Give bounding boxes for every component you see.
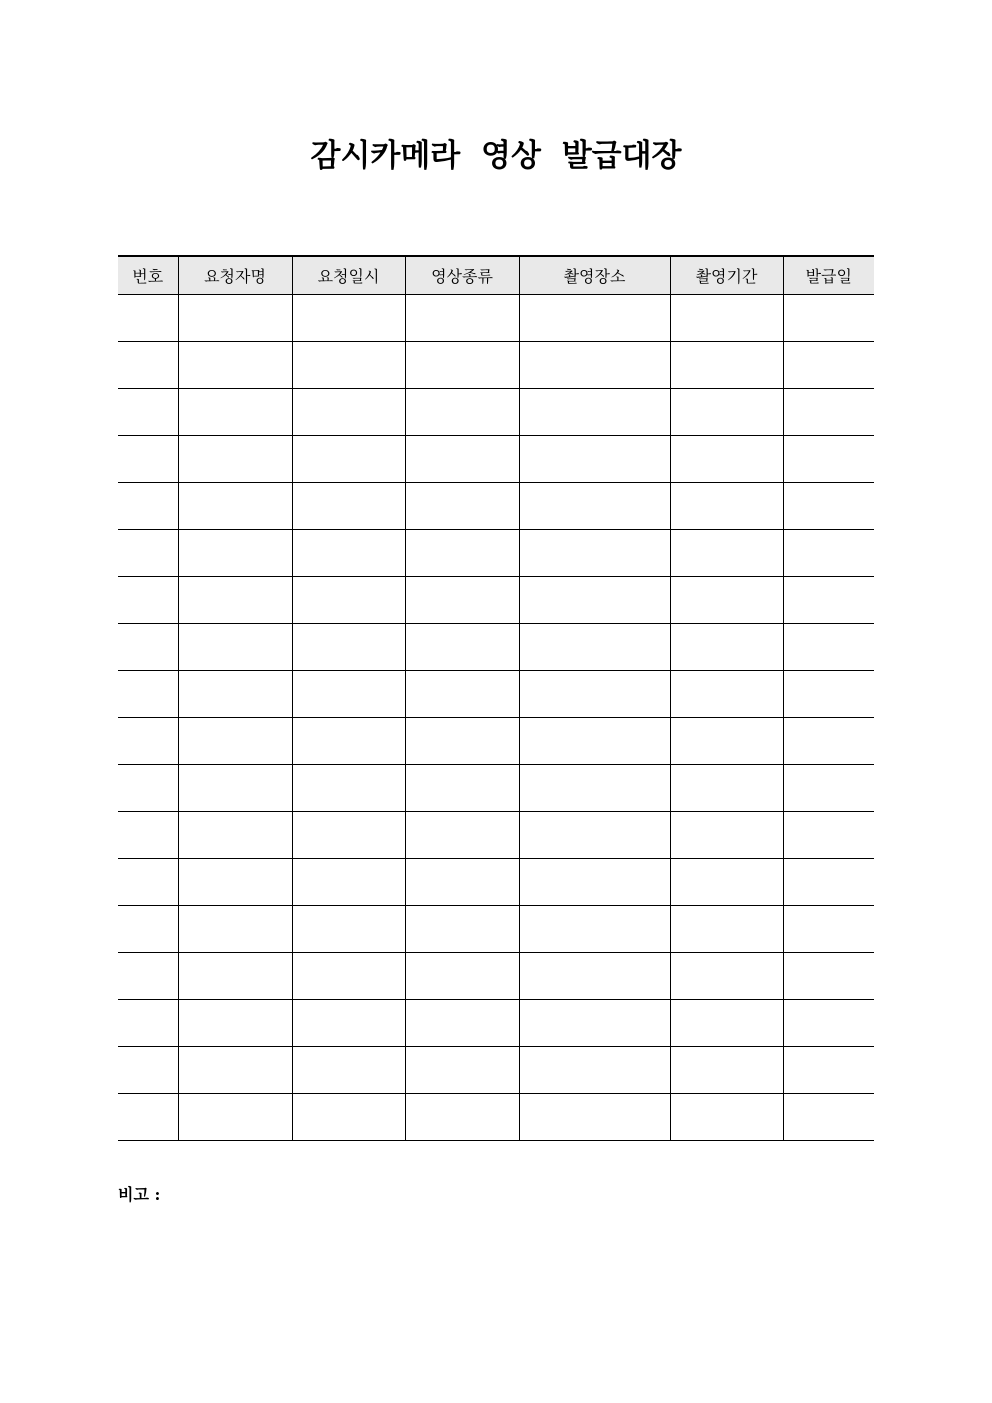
cell-issue-date[interactable] [783, 859, 874, 906]
table-row [118, 389, 874, 436]
cell-recording-period[interactable] [670, 1094, 783, 1141]
table-row [118, 295, 874, 342]
cell-request-datetime[interactable] [292, 295, 405, 342]
table-row [118, 342, 874, 389]
issuance-ledger-table [118, 255, 874, 1141]
cell-video-type[interactable] [405, 530, 519, 577]
cell-requester-name[interactable] [178, 483, 292, 530]
cell-issue-date[interactable] [783, 530, 874, 577]
cell-issue-date[interactable] [783, 483, 874, 530]
cell-issue-date[interactable] [783, 953, 874, 1000]
cell-recording-period[interactable] [670, 342, 783, 389]
cell-video-type[interactable] [405, 483, 519, 530]
cell-issue-date[interactable] [783, 342, 874, 389]
cell-video-type[interactable] [405, 765, 519, 812]
cell-video-type[interactable] [405, 436, 519, 483]
cell-recording-period[interactable] [670, 577, 783, 624]
table-row [118, 530, 874, 577]
cell-requester-name[interactable] [178, 671, 292, 718]
cell-issue-date[interactable] [783, 624, 874, 671]
cell-issue-date[interactable] [783, 1094, 874, 1141]
cell-recording-location[interactable] [519, 718, 670, 765]
cell-request-datetime[interactable] [292, 389, 405, 436]
cell-recording-period[interactable] [670, 624, 783, 671]
cell-recording-period[interactable] [670, 906, 783, 953]
cell-recording-location[interactable] [519, 483, 670, 530]
cell-requester-name[interactable] [178, 389, 292, 436]
cell-requester-name[interactable] [178, 718, 292, 765]
document-title: 감시카메라 영상 발급대장 [310, 138, 682, 174]
cell-recording-location[interactable] [519, 1047, 670, 1094]
header-recording-period: 촬영기간 [670, 256, 783, 295]
cell-requester-name[interactable] [178, 530, 292, 577]
table-row [118, 671, 874, 718]
cell-recording-location[interactable] [519, 577, 670, 624]
cell-video-type[interactable] [405, 812, 519, 859]
cell-request-datetime[interactable] [292, 624, 405, 671]
cell-requester-name[interactable] [178, 812, 292, 859]
cell-number[interactable] [118, 295, 178, 342]
cell-recording-period[interactable] [670, 812, 783, 859]
cell-recording-location[interactable] [519, 295, 670, 342]
table-row [118, 1047, 874, 1094]
cell-video-type[interactable] [405, 718, 519, 765]
table-row [118, 859, 874, 906]
cell-recording-location[interactable] [519, 1000, 670, 1047]
cell-number[interactable] [118, 1000, 178, 1047]
cell-recording-period[interactable] [670, 718, 783, 765]
cell-issue-date[interactable] [783, 577, 874, 624]
cell-recording-period[interactable] [670, 859, 783, 906]
cell-recording-period[interactable] [670, 1000, 783, 1047]
cell-number[interactable] [118, 859, 178, 906]
cell-issue-date[interactable] [783, 906, 874, 953]
cell-issue-date[interactable] [783, 718, 874, 765]
table-row [118, 483, 874, 530]
cell-recording-location[interactable] [519, 859, 670, 906]
cell-request-datetime[interactable] [292, 342, 405, 389]
cell-video-type[interactable] [405, 577, 519, 624]
cell-recording-location[interactable] [519, 342, 670, 389]
cell-requester-name[interactable] [178, 1094, 292, 1141]
cell-requester-name[interactable] [178, 1047, 292, 1094]
cell-issue-date[interactable] [783, 812, 874, 859]
cell-issue-date[interactable] [783, 1047, 874, 1094]
cell-recording-location[interactable] [519, 953, 670, 1000]
table-row [118, 906, 874, 953]
cell-recording-location[interactable] [519, 530, 670, 577]
table-row [118, 1094, 874, 1141]
cell-request-datetime[interactable] [292, 953, 405, 1000]
cell-recording-location[interactable] [519, 624, 670, 671]
cell-requester-name[interactable] [178, 342, 292, 389]
cell-number[interactable] [118, 577, 178, 624]
cell-issue-date[interactable] [783, 1000, 874, 1047]
cell-recording-period[interactable] [670, 389, 783, 436]
cell-request-datetime[interactable] [292, 906, 405, 953]
cell-number[interactable] [118, 1047, 178, 1094]
cell-requester-name[interactable] [178, 1000, 292, 1047]
header-issue-date: 발급일 [783, 256, 874, 295]
header-number: 번호 [118, 256, 178, 295]
cell-number[interactable] [118, 812, 178, 859]
cell-video-type[interactable] [405, 1094, 519, 1141]
cell-recording-period[interactable] [670, 671, 783, 718]
cell-issue-date[interactable] [783, 765, 874, 812]
cell-requester-name[interactable] [178, 859, 292, 906]
cell-number[interactable] [118, 436, 178, 483]
header-video-type: 영상종류 [405, 256, 519, 295]
cell-video-type[interactable] [405, 671, 519, 718]
cell-request-datetime[interactable] [292, 1047, 405, 1094]
cell-issue-date[interactable] [783, 295, 874, 342]
cell-video-type[interactable] [405, 1000, 519, 1047]
cell-request-datetime[interactable] [292, 671, 405, 718]
table-row [118, 436, 874, 483]
table-row [118, 577, 874, 624]
cell-issue-date[interactable] [783, 671, 874, 718]
cell-request-datetime[interactable] [292, 812, 405, 859]
cell-requester-name[interactable] [178, 953, 292, 1000]
cell-recording-period[interactable] [670, 765, 783, 812]
cell-request-datetime[interactable] [292, 483, 405, 530]
cell-request-datetime[interactable] [292, 859, 405, 906]
cell-request-datetime[interactable] [292, 765, 405, 812]
table-row [118, 812, 874, 859]
cell-issue-date[interactable] [783, 389, 874, 436]
cell-request-datetime[interactable] [292, 436, 405, 483]
cell-number[interactable] [118, 389, 178, 436]
table-row [118, 718, 874, 765]
cell-recording-period[interactable] [670, 295, 783, 342]
table-row [118, 765, 874, 812]
cell-recording-period[interactable] [670, 436, 783, 483]
cell-recording-period[interactable] [670, 953, 783, 1000]
cell-recording-location[interactable] [519, 765, 670, 812]
cell-number[interactable] [118, 906, 178, 953]
header-request-datetime: 요청일시 [292, 256, 405, 295]
cell-recording-period[interactable] [670, 1047, 783, 1094]
cell-requester-name[interactable] [178, 577, 292, 624]
cell-video-type[interactable] [405, 1047, 519, 1094]
cell-video-type[interactable] [405, 342, 519, 389]
cell-recording-location[interactable] [519, 1094, 670, 1141]
cell-number[interactable] [118, 342, 178, 389]
cell-request-datetime[interactable] [292, 577, 405, 624]
cell-requester-name[interactable] [178, 906, 292, 953]
cell-request-datetime[interactable] [292, 1000, 405, 1047]
table-row [118, 624, 874, 671]
cell-requester-name[interactable] [178, 295, 292, 342]
cell-number[interactable] [118, 953, 178, 1000]
cell-recording-period[interactable] [670, 530, 783, 577]
cell-issue-date[interactable] [783, 436, 874, 483]
cell-recording-location[interactable] [519, 671, 670, 718]
cell-number[interactable] [118, 718, 178, 765]
cell-video-type[interactable] [405, 624, 519, 671]
cell-requester-name[interactable] [178, 765, 292, 812]
cell-request-datetime[interactable] [292, 1094, 405, 1141]
cell-recording-location[interactable] [519, 436, 670, 483]
table-body [118, 295, 874, 1141]
table-row [118, 1000, 874, 1047]
cell-requester-name[interactable] [178, 624, 292, 671]
header-recording-location: 촬영장소 [519, 256, 670, 295]
cell-video-type[interactable] [405, 389, 519, 436]
table-row [118, 953, 874, 1000]
cell-number[interactable] [118, 483, 178, 530]
cell-video-type[interactable] [405, 906, 519, 953]
cell-recording-period[interactable] [670, 483, 783, 530]
cell-number[interactable] [118, 765, 178, 812]
cell-video-type[interactable] [405, 295, 519, 342]
cell-number[interactable] [118, 624, 178, 671]
cell-number[interactable] [118, 671, 178, 718]
cell-recording-location[interactable] [519, 389, 670, 436]
cell-request-datetime[interactable] [292, 718, 405, 765]
header-requester-name: 요청자명 [178, 256, 292, 295]
cell-number[interactable] [118, 530, 178, 577]
cell-recording-location[interactable] [519, 906, 670, 953]
cell-requester-name[interactable] [178, 436, 292, 483]
remark-label: 비고 : [118, 1185, 161, 1204]
cell-request-datetime[interactable] [292, 530, 405, 577]
cell-video-type[interactable] [405, 953, 519, 1000]
table-header-row [118, 256, 874, 295]
cell-number[interactable] [118, 1094, 178, 1141]
cell-video-type[interactable] [405, 859, 519, 906]
cell-recording-location[interactable] [519, 812, 670, 859]
